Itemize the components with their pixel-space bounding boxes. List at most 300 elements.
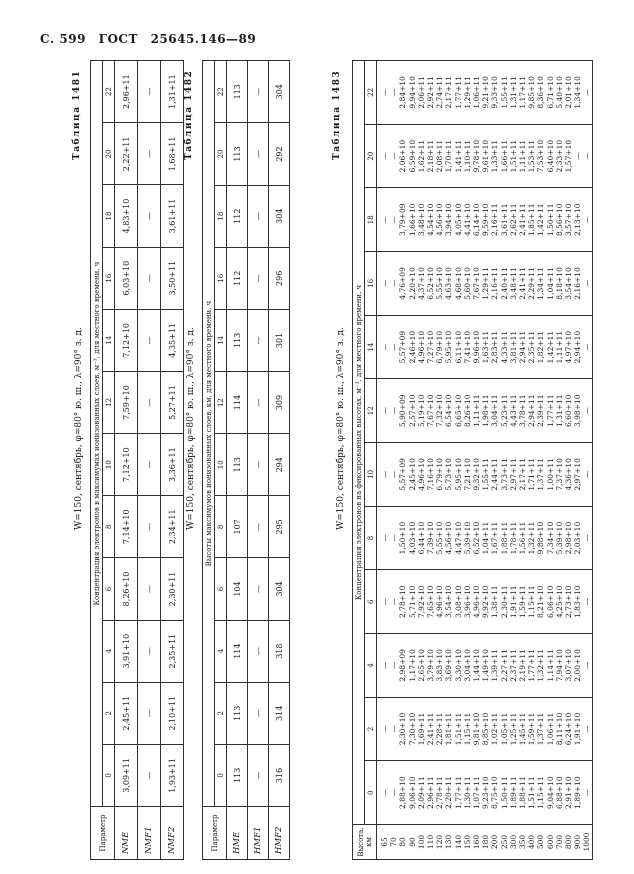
table-cell: 3,48+11 (508, 267, 518, 300)
table-cell: 3,78+11 (518, 394, 528, 427)
hour-header: 6 (215, 558, 227, 620)
rotated-content (70, 60, 600, 860)
table-cell: 4,33+11 (499, 330, 509, 364)
table-row (227, 61, 248, 860)
table-cell: 2,03+10 (573, 521, 583, 555)
table-cell: 2,16+11 (490, 203, 500, 237)
table-cell: 295 (269, 496, 290, 558)
table-cell: 2,20+11 (444, 776, 454, 809)
values-column (377, 124, 593, 188)
hour-header: 20 (103, 123, 115, 185)
table-cell: — (380, 406, 389, 415)
height-value: 120 (435, 834, 445, 850)
table-cell: 2,78+11 (435, 776, 445, 809)
table-cell: — (582, 661, 592, 670)
table-1483-label: Таблица 1483 (332, 69, 342, 160)
table-cell: 2,30+11 (161, 558, 184, 620)
table-cell: — (138, 123, 161, 185)
hour-header: 8 (365, 506, 377, 570)
table-cell: 1,70+11 (444, 139, 454, 173)
table-cell: — (582, 343, 592, 351)
table-cell: 1,14+11 (545, 649, 555, 682)
table-cell: 1,77+11 (453, 776, 463, 809)
table-cell: 6,11+10 (453, 330, 463, 364)
height-value: 250 (499, 834, 509, 850)
table-cell: 5,39+10 (462, 521, 472, 555)
table-row (115, 61, 138, 860)
param-name: HMF2 (269, 807, 290, 860)
table-cell: 1,29+11 (481, 267, 491, 300)
table-cell: 318 (269, 620, 290, 682)
table-cell: — (248, 123, 269, 185)
hour-header: 22 (103, 61, 115, 123)
table-cell: 4,56+10 (444, 521, 454, 555)
table-cell: — (380, 725, 389, 733)
values-column (377, 61, 593, 125)
table-cell: 1,33+11 (490, 139, 500, 173)
table-cell: — (389, 788, 399, 797)
table-cell: 2,34+11 (161, 496, 184, 558)
table-cell: 2,28+11 (435, 712, 445, 746)
table-cell: 1,15+11 (536, 776, 546, 809)
table-cell: 113 (227, 309, 248, 371)
table-cell: — (138, 682, 161, 744)
table-cell: 314 (269, 682, 290, 744)
table-cell: 4,96+10 (416, 458, 426, 491)
table-cell: 1,04+11 (481, 521, 491, 555)
table-cell: 1,39+11 (490, 649, 500, 682)
table-cell: 1,30+11 (462, 776, 472, 809)
table-cell: 1,10+11 (462, 139, 472, 173)
table-cell: 3,96+10 (462, 585, 472, 618)
table-cell: 8,75+10 (490, 776, 500, 809)
table-cell: 1,63+11 (481, 330, 491, 364)
table-cell: 2,84+10 (398, 76, 408, 109)
table-cell: 2,41+11 (518, 267, 528, 300)
hour-header: 4 (103, 620, 115, 682)
param-name: NME (115, 807, 138, 860)
table-cell: 1,32+11 (536, 649, 546, 682)
table-cell: — (248, 61, 269, 123)
table-cell: — (380, 279, 389, 288)
table-cell: 1,49+10 (481, 649, 491, 682)
table-cell: 2,30+10 (398, 712, 408, 746)
hour-header: 8 (103, 496, 115, 558)
table-cell: 3,54+10 (444, 585, 454, 618)
table-cell: 8,11+10 (554, 712, 564, 746)
table-1481-caption: Концентрация электронов в максимумах ионизованных слоев, м⁻³, для местного времени, ч (91, 61, 103, 807)
table-cell: 6,03+10 (115, 247, 138, 309)
table-cell: 4,05+10 (453, 203, 463, 237)
table-cell: 1,38+11 (490, 585, 500, 618)
height-value: 350 (518, 834, 528, 850)
table-cell: 2,96+11 (426, 776, 436, 809)
table-cell: 8,36+10 (536, 76, 546, 109)
table-cell: 4,76+09 (398, 267, 408, 300)
table-cell: 9,92+10 (481, 585, 491, 618)
hour-header: 22 (215, 61, 227, 123)
table-cell: 9,23+10 (481, 776, 491, 809)
table-cell: 2,92+11 (426, 76, 436, 109)
table-cell: 9,59+10 (481, 203, 491, 237)
table-cell: 5,27+11 (161, 371, 184, 433)
height-value: 180 (481, 834, 491, 850)
hour-header: 2 (103, 682, 115, 744)
table-cell: — (380, 597, 389, 606)
hour-header: 16 (215, 247, 227, 309)
table-cell: 4,56+10 (435, 203, 445, 237)
table-cell: 6,24+10 (564, 712, 574, 746)
table-cell: 4,35+11 (161, 309, 184, 371)
table-cell: 1,51+11 (527, 776, 537, 809)
table-cell: 2,16+11 (490, 267, 500, 300)
table-cell: — (138, 620, 161, 682)
standard-name: ГОСТ (98, 32, 138, 46)
hour-header: 6 (365, 570, 377, 634)
table-cell: 1,91+10 (573, 712, 583, 746)
table-cell: — (138, 371, 161, 433)
table-cell: 1,66+10 (407, 203, 417, 237)
table-cell: 9,33+10 (490, 76, 500, 109)
table-cell: 112 (227, 247, 248, 309)
hour-header: 8 (215, 496, 227, 558)
height-value: 130 (444, 834, 454, 850)
table-cell: 316 (269, 744, 290, 806)
table-cell: 3,09+11 (115, 744, 138, 806)
table-cell: 1,11+11 (518, 139, 528, 173)
table-1482-title: W=150, сентябрь, φ=80° ю. ш., λ=90° з. д. (186, 327, 196, 530)
table-cell: — (582, 406, 592, 415)
table-cell: 1,02+11 (490, 712, 500, 746)
hour-header-row (365, 61, 377, 860)
table-cell: 4,63+10 (444, 267, 454, 300)
table-cell: 7,67+10 (472, 267, 482, 300)
values-column (377, 697, 593, 761)
table-cell: — (389, 216, 399, 224)
table-cell: — (389, 725, 399, 733)
table-cell: — (582, 597, 592, 606)
table-cell: 1,69+11 (416, 712, 426, 746)
table-cell: 3,83+10 (435, 649, 445, 682)
table-cell: 1,81+11 (444, 712, 454, 746)
hour-header: 20 (365, 124, 377, 188)
table-cell: 1,32+11 (527, 521, 537, 555)
hour-header: 6 (103, 558, 115, 620)
table-cell: — (138, 61, 161, 123)
table-cell: 4,97+10 (564, 330, 574, 364)
table-cell: — (138, 744, 161, 806)
table-cell: 1,55+11 (499, 76, 509, 109)
table-cell: 5,71+10 (407, 585, 417, 618)
table-cell: 7,39+10 (426, 521, 436, 555)
height-value: 400 (527, 834, 537, 850)
table-cell: 6,60+10 (564, 394, 574, 427)
height-value: 800 (564, 834, 574, 850)
table-cell: 1,15+11 (462, 712, 472, 746)
table-cell: 1,93+11 (161, 744, 184, 806)
table-cell: — (138, 496, 161, 558)
table-cell: — (380, 788, 389, 797)
table-cell: 7,32+10 (435, 394, 445, 427)
table-cell: 5,55+10 (435, 267, 445, 300)
table-cell: 2,97+10 (573, 458, 583, 491)
table-cell: 5,40+10 (554, 76, 564, 109)
table-cell: 2,01+10 (564, 76, 574, 109)
table-cell: 1,42+11 (536, 203, 546, 237)
table-cell: 5,23+11 (499, 394, 509, 427)
table-cell: 8,18+10 (554, 267, 564, 300)
values-column (377, 570, 593, 634)
hour-header: 14 (365, 315, 377, 379)
table-cell: 3,04+10 (462, 649, 472, 682)
table-cell: 2,00+10 (573, 649, 583, 682)
height-value: 160 (472, 834, 482, 850)
table-cell: — (138, 247, 161, 309)
values-column (377, 506, 593, 570)
table-cell: 6,14+10 (472, 203, 482, 237)
table-cell: — (138, 309, 161, 371)
height-value: 90 (407, 837, 417, 847)
hour-header: 4 (365, 634, 377, 698)
table-cell: 3,48+10 (416, 203, 426, 237)
table-row (248, 61, 269, 860)
table-cell: 1,04+11 (545, 267, 555, 300)
table-cell: 104 (227, 558, 248, 620)
table-cell: — (380, 470, 389, 479)
rotated-page-content (70, 60, 600, 860)
table-cell: 1,89+10 (573, 776, 583, 809)
height-value: 65 (380, 837, 389, 847)
table-cell: — (389, 661, 399, 670)
table-cell: 1,06+11 (472, 76, 482, 109)
param-name: HME (227, 807, 248, 860)
table-cell: 113 (227, 123, 248, 185)
table-cell: 6,79+10 (435, 330, 445, 364)
table-cell: 2,22+11 (115, 123, 138, 185)
page-number: С. 599 (40, 32, 86, 46)
table-cell: — (389, 534, 399, 542)
table-cell: 1,91+11 (508, 585, 518, 618)
table-cell: — (248, 309, 269, 371)
table-cell: — (380, 661, 389, 670)
table-cell: — (582, 534, 592, 542)
table-cell: — (248, 185, 269, 247)
param-header: Параметр (203, 807, 227, 860)
hour-header: 0 (103, 744, 115, 806)
table-cell: 8,85+10 (481, 712, 491, 746)
table-cell: — (248, 744, 269, 806)
table-cell: 3,79+10 (426, 649, 436, 682)
hour-header: 10 (103, 434, 115, 496)
table-cell: 2,39+11 (536, 394, 546, 427)
table-cell: — (573, 152, 583, 160)
table-cell: 2,73+10 (564, 585, 574, 618)
table-cell: 1,50+11 (545, 203, 555, 237)
table-cell: — (138, 558, 161, 620)
table-3-body-row (377, 61, 593, 860)
table-cell: 304 (269, 558, 290, 620)
table-cell: 5,19+10 (416, 394, 426, 427)
table-cell: 7,27+10 (426, 330, 436, 364)
table-cell: 1,56+11 (518, 521, 528, 555)
table-cell: 292 (269, 123, 290, 185)
hour-header: 18 (365, 188, 377, 252)
values-column (377, 634, 593, 698)
hour-header: 12 (103, 371, 115, 433)
table-cell: 5,55+10 (435, 521, 445, 555)
table-cell: 1,17+10 (407, 649, 417, 682)
table-cell: 8,56+10 (554, 203, 564, 237)
hour-header: 10 (365, 443, 377, 507)
table-1482-label: Таблица 1482 (184, 69, 194, 160)
table-cell: 2,19+11 (518, 649, 528, 682)
param-name: HMF1 (248, 807, 269, 860)
table-cell: 4,96+10 (435, 585, 445, 618)
table-cell: 2,46+10 (407, 330, 417, 364)
hour-header: 4 (215, 620, 227, 682)
table-cell: 9,04+10 (545, 776, 555, 809)
table-row (269, 61, 290, 860)
table-cell: 7,94+10 (554, 649, 564, 682)
table-cell: 2,09+11 (416, 776, 426, 809)
table-cell: 1,98+11 (481, 394, 491, 427)
table-cell: 4,43+11 (508, 394, 518, 427)
table-cell: — (380, 343, 389, 351)
table-cell: 6,06+10 (545, 585, 555, 618)
hour-header: 0 (365, 761, 377, 825)
table-cell: — (248, 434, 269, 496)
table-cell: 1,83+10 (573, 585, 583, 618)
height-header: Высота, км (353, 825, 377, 860)
table-1481-label: Таблица 1481 (72, 69, 82, 160)
table-cell: — (248, 496, 269, 558)
table-cell: 2,29+11 (527, 267, 537, 300)
table-cell: 1,31+11 (508, 76, 518, 109)
table-cell: — (389, 279, 399, 288)
table-cell: 304 (269, 61, 290, 123)
table-cell: 9,61+10 (481, 139, 491, 173)
table-cell: 2,35+11 (527, 330, 537, 364)
table-cell: 1,29+11 (462, 76, 472, 109)
hour-header: 2 (365, 697, 377, 761)
table-cell: 1,15+11 (527, 585, 537, 618)
table-cell: — (582, 788, 592, 797)
table-cell: 1,82+11 (536, 330, 546, 364)
table-cell: 304 (269, 185, 290, 247)
table-cell: 4,37+10 (416, 267, 426, 300)
table-1483-title: W=150, сентябрь, φ=80° ю. ш., λ=90° з. д. (336, 327, 346, 530)
table-cell: 1,31+11 (161, 61, 184, 123)
table-cell: 7,14+10 (115, 496, 138, 558)
table-cell: 2,33+10 (554, 139, 564, 173)
table-cell: 5,57+09 (398, 330, 408, 364)
table-cell: — (389, 88, 399, 97)
table-cell: 2,30+11 (499, 585, 509, 618)
table-cell: 3,61+11 (161, 185, 184, 247)
table-cell: — (380, 152, 389, 160)
table-cell: 7,53+10 (536, 139, 546, 173)
table-cell: 7,37+10 (554, 458, 564, 491)
table-cell: 2,06+11 (416, 76, 426, 109)
hour-header: 14 (103, 309, 115, 371)
table-cell: 3,57+10 (564, 203, 574, 237)
table-cell: 1,89+11 (508, 776, 518, 809)
table-1483-caption: Концентрация электронов на фиксированных высотах, м⁻³, для местного времени, ч (353, 61, 365, 825)
table-cell: 1,06+11 (545, 712, 555, 746)
table-cell: 1,37+11 (536, 458, 546, 491)
table-cell: 1,34+11 (536, 267, 546, 300)
hour-header: 0 (215, 744, 227, 806)
hour-header: 12 (215, 372, 227, 434)
table-cell: 114 (227, 620, 248, 682)
table-1482-caption: Высоты максимумов ионизованных слоев, км, для местного времени, ч (203, 61, 215, 807)
table-cell: 9,88+10 (536, 521, 546, 555)
table-cell: — (380, 534, 389, 542)
hour-header: 12 (365, 379, 377, 443)
table-cell: 8,26+10 (462, 394, 472, 427)
hour-header: 16 (103, 247, 115, 309)
table-cell: 1,71+11 (527, 458, 537, 491)
table-cell: 2,10+11 (161, 682, 184, 744)
height-value: 70 (389, 837, 399, 847)
table-cell: 3,50+11 (161, 247, 184, 309)
table-cell: 3,30+10 (453, 649, 463, 682)
table-cell: 1,67+11 (490, 521, 500, 555)
table-cell: — (582, 216, 592, 224)
table-cell: — (138, 434, 161, 496)
table-cell: 2,45+11 (115, 682, 138, 744)
table-cell: 6,52+10 (472, 521, 482, 555)
table-cell: 2,27+11 (499, 649, 509, 682)
standard-code: 25645.146—89 (150, 32, 257, 46)
table-cell: 5,95+10 (444, 330, 454, 364)
values-column (377, 379, 593, 443)
table-row (161, 61, 184, 860)
table-cell: 2,44+11 (490, 458, 500, 491)
height-value: 300 (508, 834, 518, 850)
table-cell: 7,67+10 (426, 394, 436, 427)
table-cell: — (582, 470, 592, 479)
table-cell: 2,98+10 (564, 521, 574, 555)
values-column (377, 761, 593, 825)
table-cell: 2,45+10 (407, 458, 417, 491)
table-cell: 296 (269, 247, 290, 309)
table-cell: 1,88+11 (518, 776, 528, 809)
table-cell: 5,57+09 (398, 458, 408, 491)
height-value: 100 (416, 834, 426, 850)
hour-header: 22 (365, 61, 377, 125)
table-cell: 3,54+10 (564, 267, 574, 300)
table-cell: 2,37+11 (508, 649, 518, 682)
table-cell: — (380, 216, 389, 224)
table-cell: 7,65+10 (426, 585, 436, 618)
table-cell: 1,88+11 (499, 521, 509, 555)
table-cell: 2,17+11 (518, 458, 528, 491)
table-cell: 1,50+10 (398, 521, 408, 555)
table-cell: 6,59+10 (407, 139, 417, 173)
table-cell: 3,73+11 (499, 458, 509, 491)
table-cell: — (582, 88, 592, 97)
table-cell: 2,06+10 (398, 139, 408, 173)
table-cell: 113 (227, 682, 248, 744)
table-cell: 2,94+11 (527, 394, 537, 427)
values-column (377, 252, 593, 316)
table-cell: 2,41+11 (518, 203, 528, 237)
table-cell: 4,68+10 (453, 267, 463, 300)
table-cell: 1,00+11 (545, 458, 555, 491)
table-cell: 8,26+10 (115, 558, 138, 620)
table-cell: — (582, 725, 592, 733)
